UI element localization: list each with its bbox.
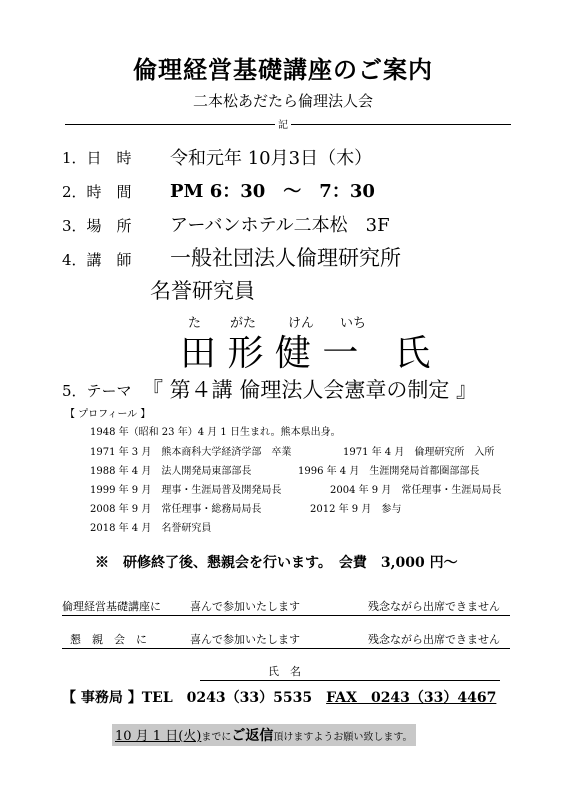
item-place-value: アーバンホテル二本松 3F — [170, 215, 390, 236]
rsvp-party-attend[interactable]: 喜んで参加いたします — [190, 633, 300, 646]
rsvp-seminar-attend[interactable]: 喜んで参加いたします — [190, 600, 300, 613]
tel-number: TEL 0243（33）5535 — [141, 690, 313, 706]
party-notice: ※ 研修終了後、懇親会を行います。 会費 3,000 円～ — [95, 555, 458, 571]
rsvp-party-decline[interactable]: 残念ながら出席できません — [368, 633, 500, 646]
deadline-mid: までに — [201, 732, 232, 743]
theme-label: 5．テーマ — [62, 382, 132, 400]
profile-row-3-left: 1988 年 4 月 法人開発局東部部長 — [90, 466, 252, 477]
profile-row-6: 2018 年 4 月 名誉研究員 — [90, 523, 212, 534]
item-time-value: PM 6：30 ～ 7：30 — [170, 181, 375, 202]
name-field-line[interactable] — [200, 680, 500, 681]
ruby-ta: た — [188, 316, 202, 331]
item-lecturer-label: 4．講 師 — [62, 251, 132, 269]
rsvp-seminar-underline — [62, 615, 510, 616]
profile-row-4-right: 2004 年 9 月 常任理事・生涯局局長 — [330, 485, 502, 496]
organizer-name: 二本松あだたら倫理法人会 — [192, 92, 373, 110]
ruby-ken: けん — [288, 316, 315, 331]
ruby-gata: がた — [230, 316, 257, 331]
item-date-label: 1．日 時 — [62, 149, 132, 167]
profile-row-4-left: 1999 年 9 月 理事・生涯局普及開発局長 — [90, 485, 282, 496]
lecturer-title: 名誉研究員 — [150, 279, 255, 303]
profile-row-5-right: 2012 年 9 月 参与 — [310, 504, 402, 515]
item-lecturer-value: 一般社団法人倫理研究所 — [170, 246, 401, 270]
fax-number: FAX 0243（33）4467 — [326, 690, 497, 706]
ki-mark: 記 — [278, 120, 288, 131]
profile-row-3-right: 1996 年 4 月 生涯開発局首都圏部部長 — [298, 466, 480, 477]
office-label: 【 事務局 】 — [62, 690, 142, 706]
rsvp-seminar-decline[interactable]: 残念ながら出席できません — [368, 600, 500, 613]
profile-row-5-left: 2008 年 9 月 常任理事・総務局局長 — [90, 504, 262, 515]
profile-row-1: 1948 年（昭和 23 年）4 月 1 日生まれ。熊本県出身。 — [90, 427, 341, 438]
deadline-end: 頂けますようお願い致します。 — [273, 732, 413, 743]
page-title: 倫理経営基礎講座のご案内 — [133, 55, 433, 84]
profile-row-2-right: 1971 年 4 月 倫理研究所 入所 — [343, 447, 495, 458]
item-place-label: 3．場 所 — [62, 217, 132, 235]
ruby-ichi: いち — [340, 316, 367, 331]
deadline-reply: ご返信 — [231, 728, 274, 744]
item-time-label: 2．時 間 — [62, 183, 132, 201]
deadline-date: 10 月 1 日(火) — [115, 729, 202, 744]
contact-info — [62, 687, 496, 707]
divider-right — [291, 124, 511, 125]
name-label: 氏 名 — [268, 665, 301, 678]
rsvp-party-label: 懇 親 会 に — [70, 633, 147, 646]
lecturer-name: 田 形 健 一 氏 — [180, 333, 431, 374]
reply-deadline — [112, 724, 416, 746]
profile-heading: 【 プロフィール 】 — [65, 409, 151, 420]
item-date-value: 令和元年 10月3日（木） — [170, 148, 373, 169]
rsvp-party-underline — [62, 648, 510, 649]
rsvp-seminar-label: 倫理経営基礎講座に — [62, 600, 161, 613]
profile-row-2-left: 1971 年 3 月 熊本商科大学経済学部 卒業 — [90, 447, 292, 458]
theme-value: 『 第４講 倫理法人会憲章の制定 』 — [142, 378, 478, 402]
